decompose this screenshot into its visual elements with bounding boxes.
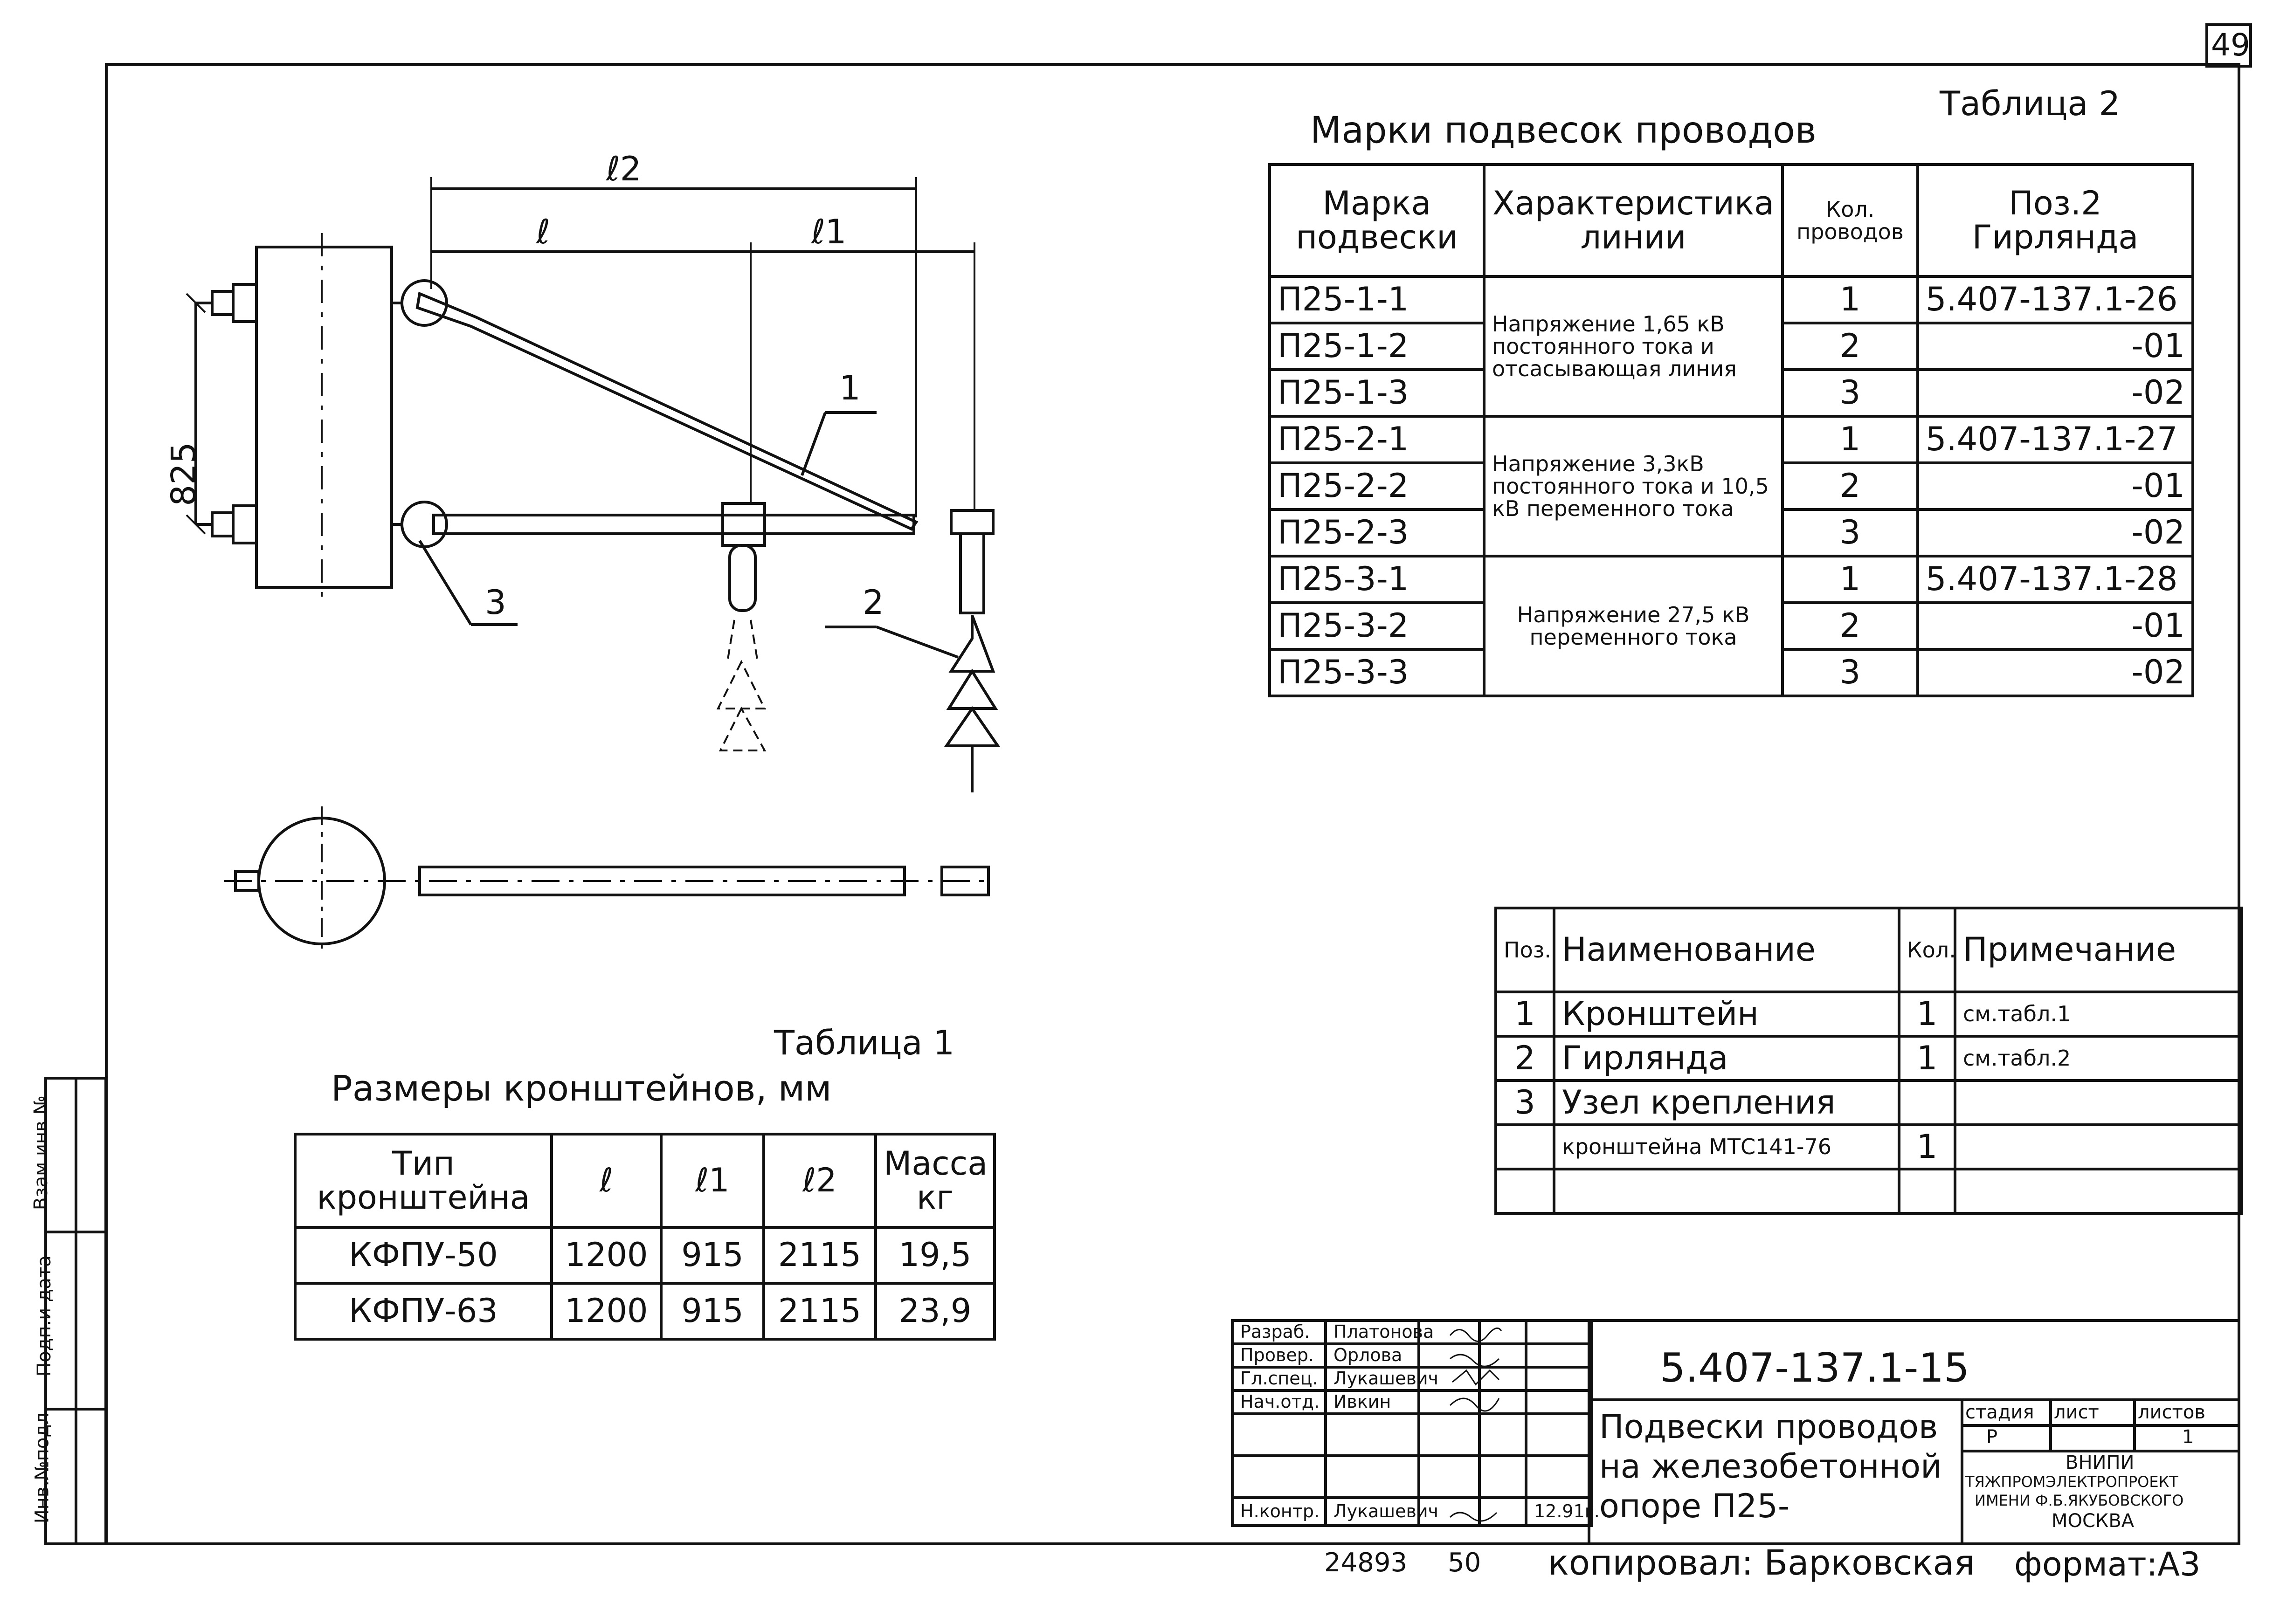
table2-desc: Напряжение 1,65 кВ постоянного тока и отсасывающая линия: [1484, 276, 1783, 416]
callout-3: 3: [485, 583, 506, 622]
table2-cell: 2: [1783, 603, 1918, 649]
table1-caption: Таблица 1: [774, 1023, 955, 1062]
table2-cell: -01: [1918, 463, 2193, 509]
spec-table: [1494, 907, 2243, 1215]
table1-cell: 915: [661, 1283, 764, 1339]
table1-header-l: ℓ: [552, 1134, 661, 1227]
table2-cell: 5.407-137.1-27: [1918, 416, 2193, 463]
table2-cell: П25-1-3: [1270, 370, 1484, 416]
role-cell: Провер.: [1232, 1344, 1326, 1367]
table1-cell: КФПУ-63: [295, 1283, 552, 1339]
table2: [1268, 163, 2194, 697]
table2-title: Марки подвесок проводов: [1310, 110, 1817, 151]
org-line-4: МОСКВА: [2052, 1510, 2135, 1532]
spec-cell: 1: [1899, 1036, 1955, 1080]
description-line-1: Подвески проводов: [1599, 1408, 1938, 1446]
table1-cell: 915: [661, 1227, 764, 1283]
sheet-header: лист: [2054, 1402, 2099, 1423]
spec-cell: 1: [1899, 992, 1955, 1036]
sheet-format: формат:А3: [2014, 1545, 2201, 1583]
spec-cell: 3: [1496, 1080, 1554, 1125]
signatures: [1445, 1321, 1506, 1527]
table2-header-pos: Поз.2 Гирлянда: [1918, 165, 2193, 276]
table1-cell: КФПУ-50: [295, 1227, 552, 1283]
spec-header-pos: Поз.: [1496, 908, 1554, 992]
dim-l1: ℓ1: [811, 212, 847, 251]
table1-title: Размеры кронштейнов, мм: [331, 1067, 832, 1109]
spec-cell: 2: [1496, 1036, 1554, 1080]
title-block-divider: [2049, 1398, 2052, 1450]
bracket-drawing: [0, 0, 1072, 932]
dim-l2: ℓ2: [606, 149, 642, 188]
side-stamp-divider: [75, 1077, 77, 1545]
copied-by: копировал: Барковская: [1548, 1543, 1975, 1583]
name-cell: Орлова: [1326, 1344, 1419, 1367]
callout-2: 2: [863, 583, 884, 622]
table2-cell: 1: [1783, 556, 1918, 603]
callout-1: 1: [839, 368, 861, 407]
table1-header-mass: Масса кг: [876, 1134, 995, 1227]
table2-cell: П25-2-1: [1270, 416, 1484, 463]
role-cell: Нач.отд.: [1232, 1390, 1326, 1414]
org-line-1: ВНИПИ: [2066, 1452, 2135, 1473]
table2-cell: -01: [1918, 323, 2193, 370]
table2-header-count: Кол. проводов: [1783, 165, 1918, 276]
spec-cell: Гирлянда: [1554, 1036, 1899, 1080]
spec-cell: [1554, 1169, 1899, 1213]
table2-cell: 1: [1783, 276, 1918, 323]
table1-cell: 2115: [764, 1283, 876, 1339]
sheets-header: листов: [2138, 1402, 2205, 1423]
role-cell: [1232, 1414, 1326, 1456]
table2-cell: 2: [1783, 463, 1918, 509]
stage-header: стадия: [1965, 1402, 2034, 1423]
spec-cell: [1496, 1125, 1554, 1169]
table1-header-l1: ℓ1: [661, 1134, 764, 1227]
role-cell: Гл.спец.: [1232, 1367, 1326, 1390]
role-cell: Разраб.: [1232, 1321, 1326, 1344]
table2-desc: Напряжение 3,3кВ постоянного тока и 10,5 кВ переменного тока: [1484, 416, 1783, 556]
spec-cell: [1955, 1125, 2242, 1169]
spec-cell: [1899, 1080, 1955, 1125]
title-block-divider: [1961, 1398, 1963, 1545]
name-cell: Платонова: [1326, 1321, 1419, 1344]
table2-cell: 2: [1783, 323, 1918, 370]
spec-cell: [1899, 1169, 1955, 1213]
spec-header-note: Примечание: [1955, 908, 2242, 992]
sheets-value: 1: [2182, 1426, 2194, 1448]
title-block-divider: [1588, 1398, 2240, 1401]
table2-cell: П25-2-3: [1270, 509, 1484, 556]
org-line-3: ИМЕНИ Ф.Б.ЯКУБОВСКОГО: [1975, 1492, 2184, 1509]
spec-cell: 1: [1496, 992, 1554, 1036]
description-line-2: на железобетонной: [1599, 1447, 1942, 1486]
spec-header-name: Наименование: [1554, 908, 1899, 992]
spec-cell: [1955, 1169, 2242, 1213]
name-cell: Ивкин: [1326, 1390, 1419, 1414]
dim-l: ℓ: [536, 212, 550, 251]
table2-cell: П25-1-1: [1270, 276, 1484, 323]
table1-cell: 1200: [552, 1227, 661, 1283]
spec-cell: 1: [1899, 1125, 1955, 1169]
org-line-2: ТЯЖПРОМЭЛЕКТРОПРОЕКТ: [1965, 1473, 2178, 1491]
dim-825: 825: [164, 442, 203, 506]
inventory-number: 24893: [1324, 1548, 1408, 1578]
table2-cell: 1: [1783, 416, 1918, 463]
table2-desc: Напряжение 27,5 кВ переменного тока: [1484, 556, 1783, 696]
drawing-code: 5.407-137.1-15: [1660, 1345, 1969, 1391]
side-stamp-inv: Инв.№подл.: [31, 1406, 53, 1524]
table1: [294, 1133, 996, 1341]
name-cell: Лукашевич: [1326, 1498, 1419, 1526]
pole-body: [256, 247, 392, 587]
table2-cell: П25-3-1: [1270, 556, 1484, 603]
role-cell: [1232, 1456, 1326, 1498]
spec-cell: см.табл.2: [1955, 1036, 2242, 1080]
table2-cell: -02: [1918, 649, 2193, 696]
title-block-signatures: [1231, 1319, 1600, 1527]
table2-cell: 3: [1783, 370, 1918, 416]
table2-cell: 3: [1783, 509, 1918, 556]
name-cell: Лукашевич: [1326, 1367, 1419, 1390]
spec-cell: [1955, 1080, 2242, 1125]
table1-header-l2: ℓ2: [764, 1134, 876, 1227]
table1-cell: 19,5: [876, 1227, 995, 1283]
table2-cell: 5.407-137.1-26: [1918, 276, 2193, 323]
spec-header-qty: Кол.: [1899, 908, 1955, 992]
table2-header-char: Характеристика линии: [1484, 165, 1783, 276]
table2-caption: Таблица 2: [1940, 84, 2121, 123]
table2-cell: -02: [1918, 370, 2193, 416]
inventory-extra: 50: [1448, 1548, 1481, 1578]
table2-cell: -02: [1918, 509, 2193, 556]
spec-cell: см.табл.1: [1955, 992, 2242, 1036]
table2-cell: П25-2-2: [1270, 463, 1484, 509]
table2-cell: 3: [1783, 649, 1918, 696]
table1-header-type: Тип кронштейна: [295, 1134, 552, 1227]
table2-header-mark: Марка подвески: [1270, 165, 1484, 276]
table2-cell: П25-3-3: [1270, 649, 1484, 696]
table1-cell: 2115: [764, 1227, 876, 1283]
stage-value: Р: [1986, 1426, 1998, 1448]
spec-cell: [1496, 1169, 1554, 1213]
name-cell: [1326, 1456, 1419, 1498]
table1-cell: 1200: [552, 1283, 661, 1339]
date-cell: 12.91г.: [1526, 1498, 1591, 1526]
role-cell: Н.контр.: [1232, 1498, 1326, 1526]
spec-cell: Кронштейн: [1554, 992, 1899, 1036]
table2-cell: 5.407-137.1-28: [1918, 556, 2193, 603]
name-cell: [1326, 1414, 1419, 1456]
table2-cell: -01: [1918, 603, 2193, 649]
side-stamp-sign: Подп.и дата: [33, 1255, 55, 1376]
table2-cell: П25-1-2: [1270, 323, 1484, 370]
sheet-number: 49: [2211, 27, 2250, 63]
spec-cell: Узел крепления: [1554, 1080, 1899, 1125]
title-block-divider: [2133, 1398, 2136, 1450]
description-line-3: опоре П25-: [1599, 1487, 1790, 1525]
title-block-divider: [1961, 1424, 2240, 1427]
spec-cell: кронштейна МТС141-76: [1554, 1125, 1899, 1169]
side-stamp-replace: Взам.инв.№: [30, 1095, 52, 1211]
table2-cell: П25-3-2: [1270, 603, 1484, 649]
table1-cell: 23,9: [876, 1283, 995, 1339]
